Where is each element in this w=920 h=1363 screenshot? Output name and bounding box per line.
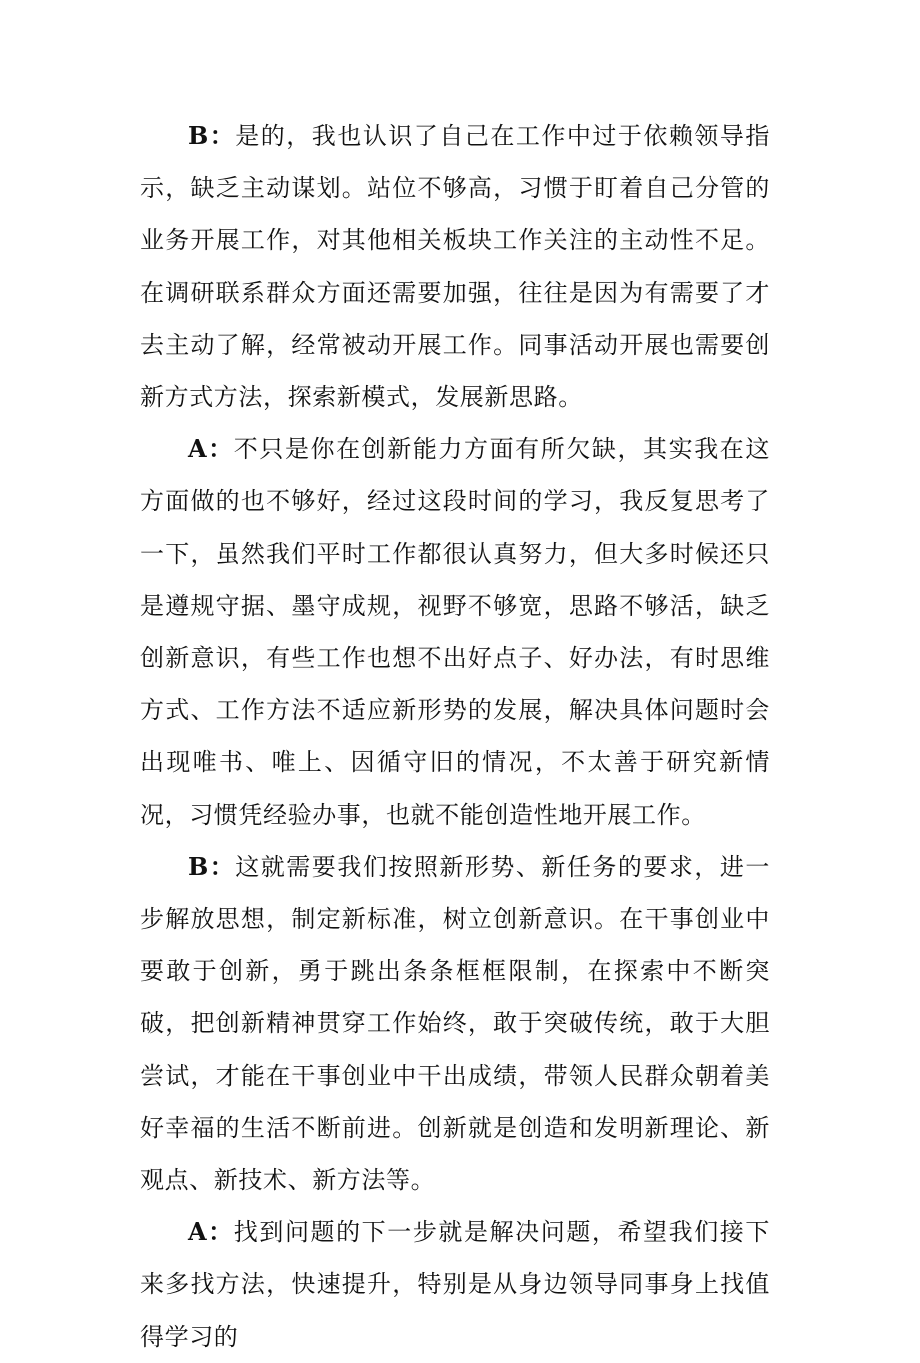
paragraph-b-2 xyxy=(140,841,770,1206)
speaker-label: A： xyxy=(188,1217,234,1247)
paragraph-text: 不只是你在创新能力方面有所欠缺，其实我在这方面做的也不够好，经过这段时间的学习，我反复思考了一下，虽然我们平时工作都很认真努力，但大多时候还只是遵规守据、墨守成规，视野不够宽，思路不够活，缺乏创新意识，有些工作也想不出好点子、好办法，有时思维方式、工作方法不适应新形势的发展，解决具体问题时会出现唯书、唯上、因循守旧的情况，不太善于研究新情况，习惯凭经验办事，也就不能创造性地开展工作。 xyxy=(140,435,770,829)
paragraph-text: 是的，我也认识了自己在工作中过于依赖领导指示，缺乏主动谋划。站位不够高，习惯于盯着自己分管的业务开展工作，对其他相关板块工作关注的主动性不足。在调研联系群众方面还需要加强，往往是因为有需要了才去主动了解，经常被动开展工作。同事活动开展也需要创新方式方法，探索新模式，发展新思路。 xyxy=(140,122,770,412)
paragraph-text: 这就需要我们按照新形势、新任务的要求，进一步解放思想，制定新标准，树立创新意识。在干事创业中要敢于创新，勇于跳出条条框框限制，在探索中不断突破，把创新精神贯穿工作始终，敢于突破传统，敢于大胆尝试，才能在干事创业中干出成绩，带领人民群众朝着美好幸福的生活不断前进。创新就是创造和发明新理论、新观点、新技术、新方法等。 xyxy=(140,852,770,1195)
speaker-label: B： xyxy=(188,851,236,881)
speaker-label: A： xyxy=(188,434,234,464)
paragraph-b-1 xyxy=(140,110,770,423)
paragraph-text: 找到问题的下一步就是解决问题，希望我们接下来多找方法，快速提升，特别是从身边领导同事身上找值得学习的 xyxy=(140,1218,770,1351)
speaker-label: B： xyxy=(188,121,236,150)
paragraph-a-2 xyxy=(140,1206,770,1363)
paragraph-a-1 xyxy=(140,423,770,841)
document-body xyxy=(140,110,770,1363)
